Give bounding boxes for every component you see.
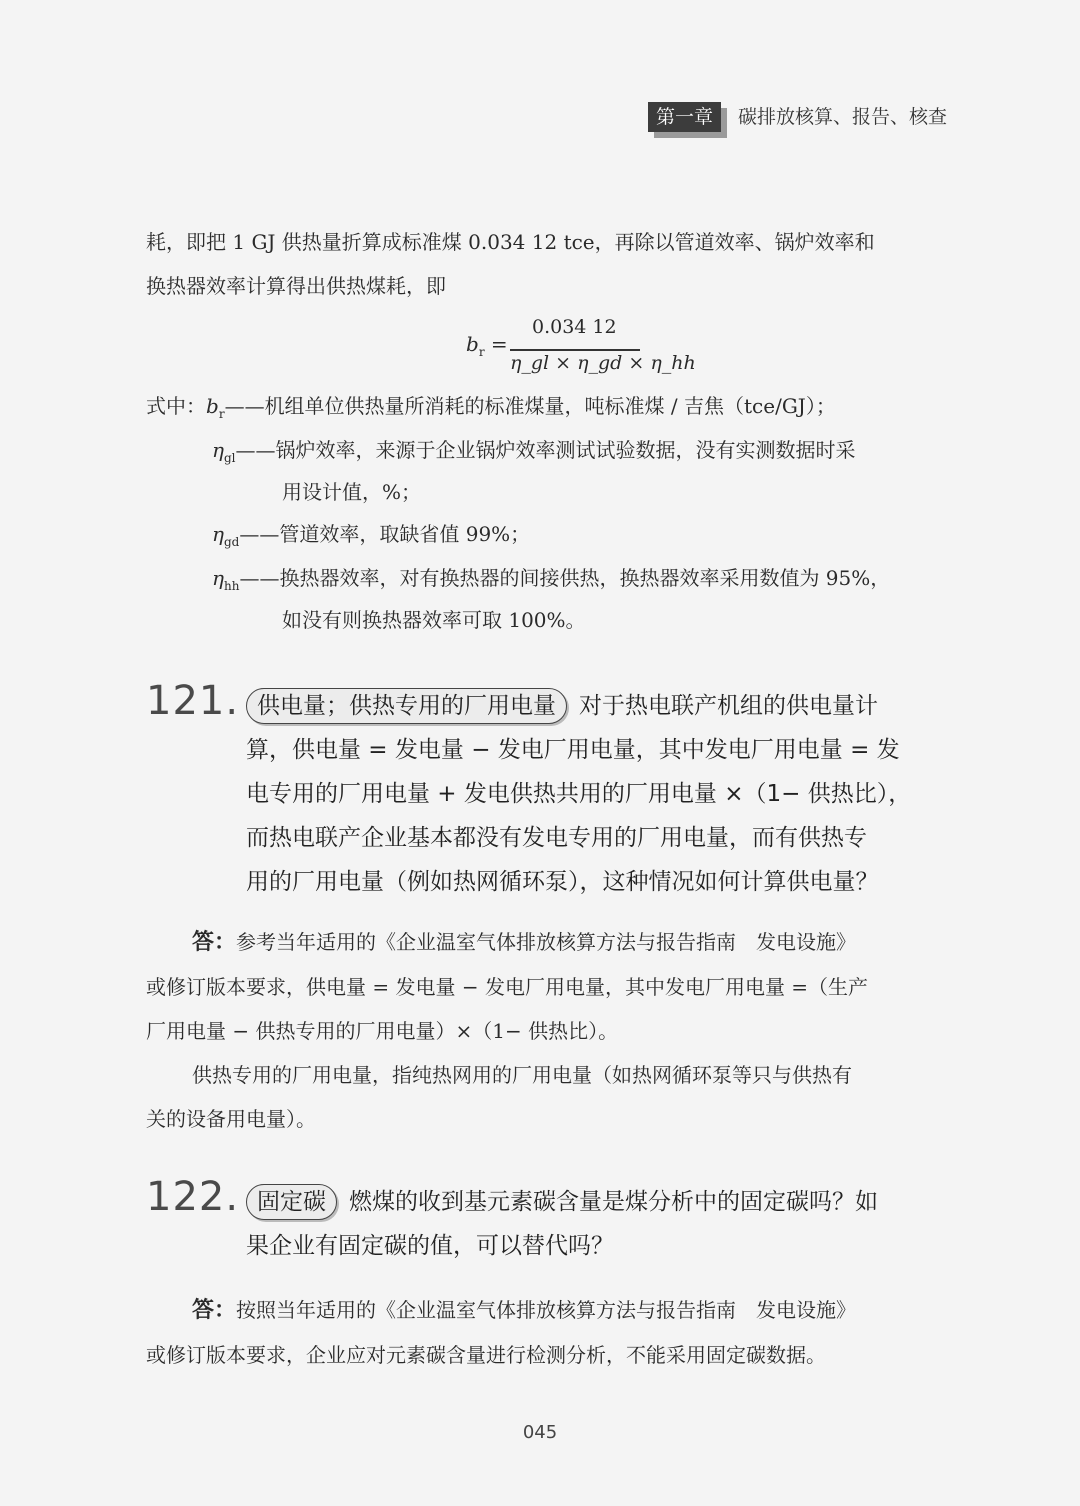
fraction-bar [510, 349, 640, 351]
answer-line: 或修订版本要求，供电量 = 发电量 − 发电厂用电量，其中发电厂用电量 =（生产 [146, 975, 869, 999]
where-item-gl: $\eta_{gl}——$锅炉效率，来源于企业锅炉效率测试试验数据，没有实测数据时采 [212, 438, 856, 465]
formula-denominator: η_gl × η_gd × η_hh [510, 352, 696, 374]
where-item-gd: $\eta_{gd}——$管道效率，取缺省值 99%； [212, 522, 531, 549]
keyword-tag: 固定碳 [246, 1184, 337, 1220]
question-line: 电专用的厂用电量 + 发电供热共用的厂用电量 ×（1− 供热比）， [246, 781, 912, 807]
where-item-hh: $\eta_{hh}——$换热器效率，对有换热器的间接供热，换热器效率采用数值为 95%， [212, 566, 891, 593]
formula-numerator: 0.034 12 [532, 316, 617, 338]
question-line: 算，供电量 = 发电量 − 发电厂用电量，其中发电厂用电量 = 发 [246, 737, 900, 763]
keyword-tag: 供电量；供热专用的厂用电量 [246, 688, 567, 724]
answer-121 [146, 920, 958, 1141]
question-number: 121. [146, 678, 240, 724]
intro-line-2: 换热器效率计算得出供热煤耗，即 [146, 274, 446, 298]
answer-line: 或修订版本要求，企业应对元素碳含量进行检测分析，不能采用固定碳数据。 [146, 1343, 826, 1367]
chapter-tag: 第一章 [648, 102, 721, 132]
coal-consumption-formula [466, 312, 696, 382]
chapter-title: 碳排放核算、报告、核查 [738, 106, 948, 128]
question-number: 122. [146, 1174, 240, 1220]
where-item-gl-cont: 用设计值，%； [282, 480, 422, 504]
answer-line: 厂用电量 − 供热专用的厂用电量）×（1− 供热比）。 [146, 1019, 619, 1043]
question-line: 供电量；供热专用的厂用电量 对于热电联产机组的供电量计 [246, 684, 878, 728]
question-line: 用的厂用电量（例如热网循环泵），这种情况如何计算供电量？ [246, 869, 879, 895]
answer-line: 关的设备用电量）。 [146, 1107, 316, 1131]
answer-line: 答：按照当年适用的《企业温室气体排放核算方法与报告指南 发电设施》 [192, 1298, 857, 1323]
answer-label: 答： [192, 930, 237, 955]
formula-lhs: $b_r$ = [466, 332, 508, 359]
answer-line: 答：参考当年适用的《企业温室气体排放核算方法与报告指南 发电设施》 [192, 930, 857, 955]
question-line: 而热电联产企业基本都没有发电专用的厂用电量，而有供热专 [246, 825, 867, 851]
question-line: 果企业有固定碳的值，可以替代吗？ [246, 1233, 614, 1259]
page-number: 045 [522, 1422, 558, 1443]
answer-122 [146, 1288, 958, 1377]
answer-line: 供热专用的厂用电量，指纯热网用的厂用电量（如热网循环泵等只与供热有 [192, 1063, 852, 1087]
answer-label: 答： [192, 1298, 237, 1323]
question-line: 固定碳 燃煤的收到基元素碳含量是煤分析中的固定碳吗？如 [246, 1180, 878, 1224]
intro-paragraph [146, 220, 956, 308]
where-item-hh-cont: 如没有则换热器效率可取 100%。 [282, 608, 586, 632]
intro-line-1: 耗，即把 1 GJ 供热量折算成标准煤 0.034 12 tce，再除以管道效率、锅炉效率和 [146, 230, 875, 254]
where-item-br: 式中：$b_r——$机组单位供热量所消耗的标准煤量，吨标准煤 / 吉焦（tce/GJ）； [146, 394, 836, 421]
